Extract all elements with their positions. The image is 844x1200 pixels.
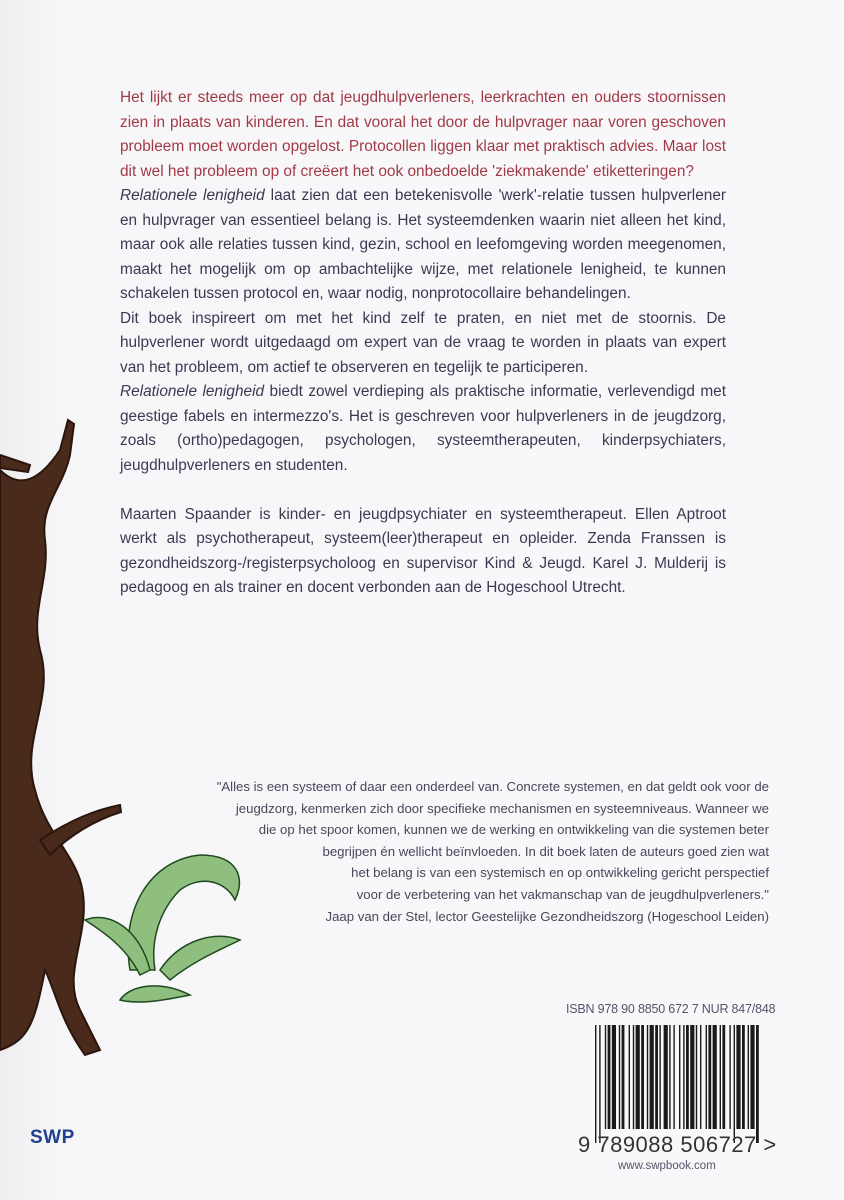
barcode-bar bbox=[729, 1025, 730, 1129]
barcode-bar bbox=[619, 1025, 620, 1129]
barcode-bar bbox=[679, 1025, 680, 1129]
barcode-bar bbox=[734, 1025, 735, 1143]
barcode-bar bbox=[655, 1025, 658, 1129]
barcode-bar bbox=[722, 1025, 725, 1129]
barcode-bar bbox=[673, 1025, 674, 1129]
quote-line: begrijpen én wellicht beïnvloeden. In dit boek laten de auteurs goed zien wat bbox=[322, 843, 769, 859]
quote-line: voor de verbetering van het vakmanschap van de jeugdhulpverleners." bbox=[356, 886, 769, 902]
barcode-bar bbox=[686, 1025, 689, 1129]
barcode-bar bbox=[636, 1025, 640, 1129]
endorsement-quote bbox=[149, 776, 769, 927]
paragraph-3: Dit boek inspireert om met het kind zelf te praten, en niet met de stoornis. De hulpverlener wordt uitgedaagd om expert van de vraag te worden in plaats van expert van het probleem, om actief te observeren en tegelijk te participeren. bbox=[120, 309, 726, 376]
barcode-icon bbox=[593, 1025, 763, 1143]
barcode-bar bbox=[696, 1025, 697, 1129]
barcode-bar bbox=[736, 1025, 740, 1129]
barcode-bar bbox=[647, 1025, 648, 1129]
barcode-bar bbox=[700, 1025, 701, 1129]
blurb bbox=[120, 86, 726, 601]
barcode-bar bbox=[742, 1025, 745, 1129]
quote-attribution: Jaap van der Stel, lector Geestelijke Gezondheidszorg (Hogeschool Leiden) bbox=[325, 908, 769, 924]
barcode-bar bbox=[713, 1025, 717, 1129]
barcode-bar bbox=[599, 1025, 600, 1143]
paragraph-2 bbox=[120, 184, 726, 307]
barcode-bar bbox=[708, 1025, 711, 1129]
intro-paragraph: Het lijkt er steeds meer op dat jeugdhulpverleners, leerkrachten en ouders stoornissen zien in plaats van kinderen. En dat vooral het door de hulpvrager naar voren geschoven probleem moet worden opgelost. Protocollen liggen klaar met praktisch advies. Maar lost dit wel het probleem op of creëert het ook onbedoelde 'ziekmakende' etiketteringen? bbox=[120, 89, 726, 180]
barcode-bar bbox=[650, 1025, 654, 1129]
barcode-bar bbox=[608, 1025, 611, 1129]
isbn-line: ISBN 978 90 8850 672 7 NUR 847/848 bbox=[566, 1002, 776, 1016]
paragraph-4 bbox=[120, 380, 726, 478]
barcode-bar bbox=[622, 1025, 625, 1129]
barcode-bar bbox=[605, 1025, 606, 1129]
barcode-bar bbox=[756, 1025, 759, 1143]
authors-paragraph: Maarten Spaander is kinder- en jeugdpsychiater en systeemtherapeut. Ellen Aptroot werkt als psychotherapeut, systeem(leer)therapeut en opleider. Zenda Franssen is gezondheidszorg-/registerpsycholoog en supervisor Kind & Jeugd. Karel J. Mulderij is pedagoog en als trainer en docent verbonden aan de Hogeschool Utrecht. bbox=[120, 505, 726, 596]
barcode-bar bbox=[629, 1025, 630, 1129]
website-link: www.swpbook.com bbox=[618, 1160, 716, 1172]
barcode-bar bbox=[633, 1025, 634, 1129]
publisher-logo: SWP bbox=[30, 1127, 75, 1148]
barcode-bar bbox=[669, 1025, 670, 1129]
quote-line: het belang is van een systemisch en op ontwikkeling gericht perspectief bbox=[351, 865, 769, 881]
paragraph-2-text: laat zien dat een betekenisvolle 'werk'-relatie tussen hulpverlener en hulpvrager van essentieel belang is. Het systeemdenken waarin niet alleen het kind, maar ook alle relaties tussen kind, gezin, school en leefomgeving worden meegenomen, maakt het mogelijk om op ambachtelijke wijze, met relationele lenigheid, te kunnen schakelen tussen protocol en, waar nodig, nonprotocollaire behandelingen. bbox=[120, 187, 726, 302]
quote-line: jeugdzorg, kenmerken zich door specifieke mechanismen en systeemniveaus. Wanneer we bbox=[235, 800, 769, 816]
barcode-bar bbox=[683, 1025, 684, 1129]
barcode-bar bbox=[690, 1025, 694, 1129]
book-title: Relationele lenigheid bbox=[120, 383, 265, 400]
tree-branch-icon bbox=[0, 420, 121, 1055]
barcode-bar bbox=[612, 1025, 616, 1129]
quote-line: die op het spoor komen, kunnen we de werking en ontwikkeling van die systemen beter bbox=[258, 822, 769, 838]
barcode-bar bbox=[748, 1025, 749, 1129]
book-title: Relationele lenigheid bbox=[120, 187, 265, 204]
paragraph-4-text: biedt zowel verdieping als praktische informatie, verlevendigd met geestige fabels en intermezzo's. Het is geschreven voor hulpverleners in de jeugdzorg, zoals (ortho)pedagogen, psychologen, systeemtherapeuten, kinderpsychiaters, jeugdhulpverleners en studenten. bbox=[120, 383, 726, 474]
barcode-digits: 9 789088 506727 > bbox=[578, 1132, 777, 1157]
barcode-bar bbox=[750, 1025, 754, 1129]
barcode-bar bbox=[595, 1025, 596, 1143]
barcode-bar bbox=[664, 1025, 668, 1129]
quote-line: "Alles is een systeem of daar een onderdeel van. Concrete systemen, en dat geldt ook voor de bbox=[216, 779, 769, 794]
barcode-bar bbox=[720, 1025, 721, 1129]
barcode-bar bbox=[706, 1025, 707, 1129]
barcode-bar bbox=[659, 1025, 660, 1129]
barcode-bar bbox=[641, 1025, 644, 1129]
